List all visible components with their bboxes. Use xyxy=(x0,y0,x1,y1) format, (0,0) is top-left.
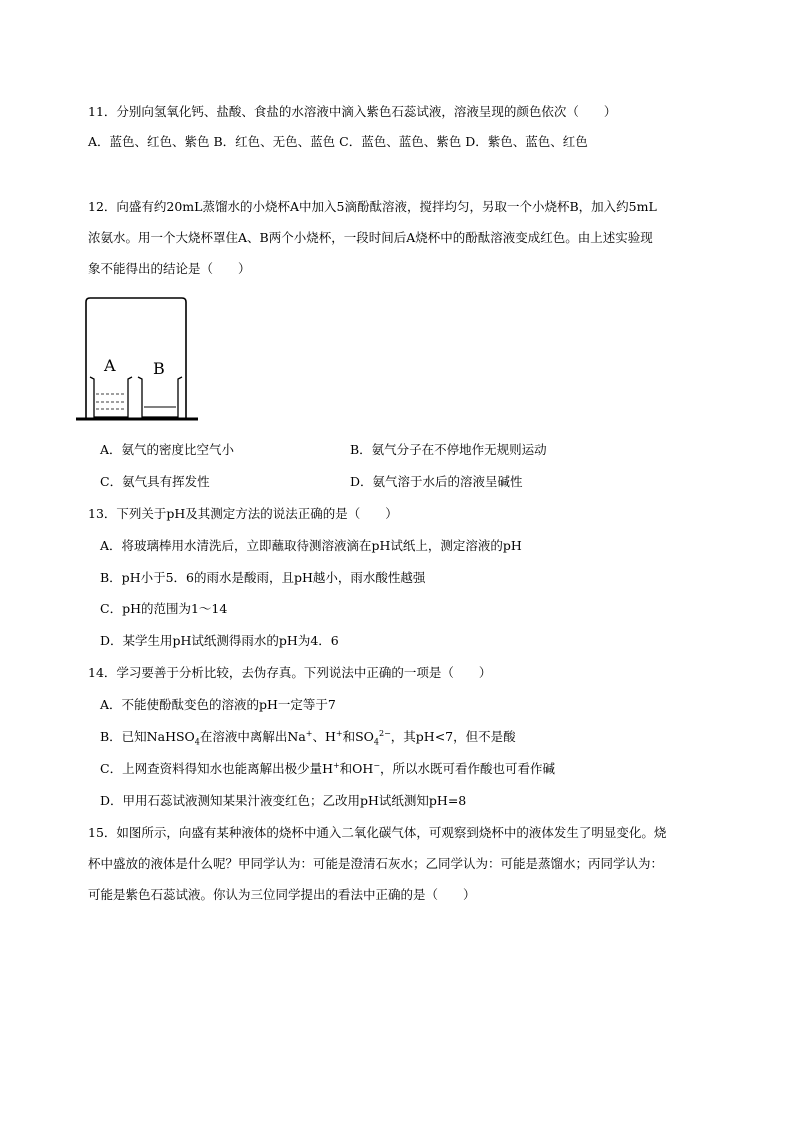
q12-option-c: C．氨气具有挥发性 xyxy=(100,474,210,489)
q15-stem-line3: 可能是紫色石蕊试液。你认为三位同学提出的看法中正确的是（ ） xyxy=(88,887,476,902)
q14-option-c: C．上网查资料得知水也能离解出极少量H+和OH−，所以水既可看作酸也可看作碱 xyxy=(100,760,556,776)
q12-stem-line1: 12．向盛有约20mL蒸馏水的小烧杯A中加入5滴酚酞溶液，搅拌均匀，另取一个小烧杯B，加入约5mL xyxy=(88,199,657,214)
q11-stem: 11．分别向氢氧化钙、盐酸、食盐的水溶液中滴入紫色石蕊试液，溶液呈现的颜色依次（ ） xyxy=(88,104,617,119)
beaker-figure xyxy=(76,296,202,422)
beaker-a-outline xyxy=(90,377,132,417)
q13-stem: 13．下列关于pH及其测定方法的说法正确的是（ ） xyxy=(88,506,398,521)
q14-option-d: D．甲用石蕊试液测知某果汁液变红色；乙改用pH试纸测知pH=8 xyxy=(100,793,467,808)
q13-option-c: C．pH的范围为1～14 xyxy=(100,601,228,616)
q11-options: A．蓝色、红色、紫色 B．红色、无色、蓝色 C．蓝色、蓝色、紫色 D．紫色、蓝色、红色 xyxy=(88,134,588,149)
q15-stem-line2: 杯中盛放的液体是什么呢？甲同学认为：可能是澄清石灰水；乙同学认为：可能是蒸馏水；丙同学认为： xyxy=(88,856,664,871)
q14-stem: 14．学习要善于分析比较，去伪存真。下列说法中正确的一项是（ ） xyxy=(88,665,492,680)
q14-option-a: A．不能使酚酞变色的溶液的pH一定等于7 xyxy=(100,697,336,712)
q14-option-b: B．已知NaHSO$_4$在溶液中离解出Na+、H+和$SO_4^{2-}$，其pH<7，但不是酸 xyxy=(100,728,516,747)
beaker-a-label: A xyxy=(104,356,116,375)
beaker-diagram xyxy=(76,296,202,422)
q12-stem-line2: 浓氨水。用一个大烧杯罩住A、B两个小烧杯，一段时间后A烧杯中的酚酞溶液变成红色。由上述实验现 xyxy=(88,230,653,245)
beaker-b-outline xyxy=(138,377,182,417)
q13-option-a: A．将玻璃棒用水清洗后，立即蘸取待测溶液滴在pH试纸上，测定溶液的pH xyxy=(100,538,522,553)
beaker-b-label: B xyxy=(153,359,165,378)
q12-option-a: A．氨气的密度比空气小 xyxy=(100,442,235,457)
q12-option-d: D．氨气溶于水后的溶液呈碱性 xyxy=(350,474,523,489)
q12-stem-line3: 象不能得出的结论是（ ） xyxy=(88,261,251,276)
q15-stem-line1: 15．如图所示，向盛有某种液体的烧杯中通入二氧化碳气体，可观察到烧杯中的液体发生了明显变化。烧 xyxy=(88,825,667,840)
large-beaker-outline xyxy=(86,298,186,418)
q13-option-b: B．pH小于5．6的雨水是酸雨，且pH越小，雨水酸性越强 xyxy=(100,570,426,585)
q12-option-b: B．氨气分子在不停地作无规则运动 xyxy=(350,442,547,457)
q13-option-d: D．某学生用pH试纸测得雨水的pH为4．6 xyxy=(100,633,339,648)
